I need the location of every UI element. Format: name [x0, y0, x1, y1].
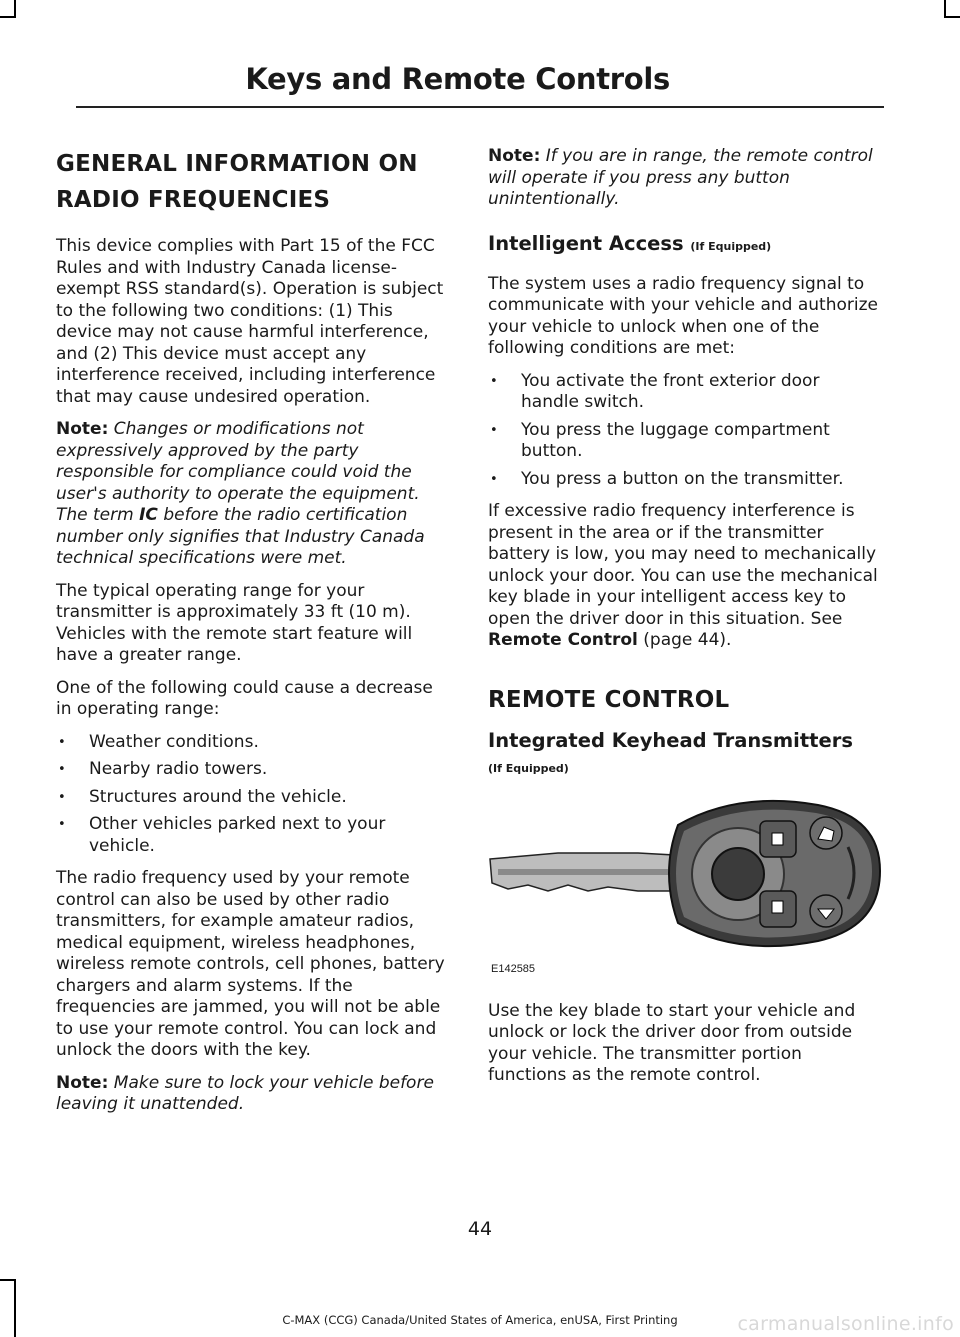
paragraph-text: If excessive radio frequency interference is present in the area or if the transmitter battery is low, you may need to mechanically unlock your door. You can use the mechanical key blade in your intelligent access key to open the driver door in this situation. See [488, 501, 878, 629]
unlock-conditions-list [488, 371, 882, 491]
radio-frequency-paragraph: The radio frequency used by your remote control can also be used by other radio transmitters, for example amateur radios, medical equipment, wireless headphones, wireless remote controls, cell phones, battery chargers and alarm systems. If the frequencies are jammed, you will not be able to use your remote control. You can lock and unlock the doors with the key. [56, 868, 445, 1060]
subheading-integrated-keyhead: Integrated Keyhead Transmitters [488, 728, 853, 752]
site-watermark: carmanualsonline.info [737, 1313, 954, 1335]
note-lock-vehicle [56, 1073, 448, 1116]
intelligent-access-paragraph: The system uses a radio frequency signal to communicate with your vehicle and authorize your vehicle to unlock when one of the following conditions are met: [488, 273, 878, 358]
note-label: Note: [56, 1072, 109, 1093]
remote-control-link[interactable]: Remote Control [488, 630, 638, 650]
key-illustration [488, 797, 882, 977]
if-equipped-label: (If Equipped) [488, 761, 569, 775]
range-decrease-intro: One of the following could cause a decrease in operating range: [56, 677, 433, 719]
note-text: If you are in range, the remote control will operate if you press any button unintentionally. [488, 146, 873, 209]
left-column [56, 146, 448, 1127]
crop-mark [944, 16, 960, 18]
page-reference: (page 44). [643, 630, 732, 650]
crop-mark [0, 16, 16, 18]
note-text: Changes or modifications not expressively approved by the party responsible for compliance could void the user's authority to operate the equipment. The term [56, 419, 420, 525]
header-rule [76, 106, 884, 108]
list-item: • You activate the front exterior door handle switch. [488, 371, 882, 414]
if-equipped-label: (If Equipped) [690, 239, 772, 253]
crop-mark [14, 1279, 16, 1337]
list-item: • You press a button on the transmitter. [488, 469, 882, 491]
section-heading-radio-frequencies [56, 146, 448, 218]
list-item: • Nearby radio towers. [56, 759, 448, 781]
heading-line: RADIO FREQUENCIES [56, 187, 331, 213]
crop-mark [0, 1279, 16, 1281]
keyhead-transmitter-figure [488, 797, 882, 977]
note-text: Make sure to lock your vehicle before leaving it unattended. [56, 1072, 434, 1114]
note-modifications [56, 419, 448, 570]
note-label: Note: [488, 146, 541, 166]
page-header-title: Keys and Remote Controls [245, 62, 670, 96]
list-item: • Structures around the vehicle. [56, 787, 448, 809]
right-column [488, 146, 882, 1098]
figure-code: E142585 [491, 962, 536, 975]
note-ic-term: IC [139, 505, 158, 525]
key-blade-paragraph: Use the key blade to start your vehicle and unlock or lock the driver door from outside your vehicle. The transmitter portion functions as the remote control. [488, 1000, 856, 1085]
fcc-compliance-paragraph: This device complies with Part 15 of the FCC Rules and with Industry Canada license-exempt RSS standard(s). Operation is subject to the following two conditions: (1) This device may not cause harmful interference, and (2) This device must accept any interference received, including interference that may cause undesired operation. [56, 236, 444, 407]
heading-line: GENERAL INFORMATION ON [56, 151, 418, 177]
list-item: • Other vehicles parked next to your vehicle. [56, 814, 448, 857]
note-in-range [488, 146, 882, 211]
operating-range-paragraph: The typical operating range for your transmitter is approximately 33 ft (10 m). Vehicles with the remote start feature will have a greater range. [56, 580, 413, 665]
page-number: 44 [467, 1218, 493, 1240]
note-label: Note: [56, 419, 109, 439]
list-item: • Weather conditions. [56, 732, 448, 754]
interference-paragraph [488, 501, 882, 652]
list-item: • You press the luggage compartment button. [488, 420, 882, 463]
page-footer: C-MAX (CCG) Canada/United States of America, enUSA, First Printing [282, 1313, 678, 1327]
subheading-intelligent-access [488, 231, 882, 260]
note-text: before the radio certification number only signifies that Industry Canada technical specifications were met. [56, 505, 425, 568]
range-factors-list [56, 732, 448, 858]
subheading-text: Intelligent Access [488, 231, 684, 255]
section-heading-remote-control: REMOTE CONTROL [488, 686, 730, 713]
